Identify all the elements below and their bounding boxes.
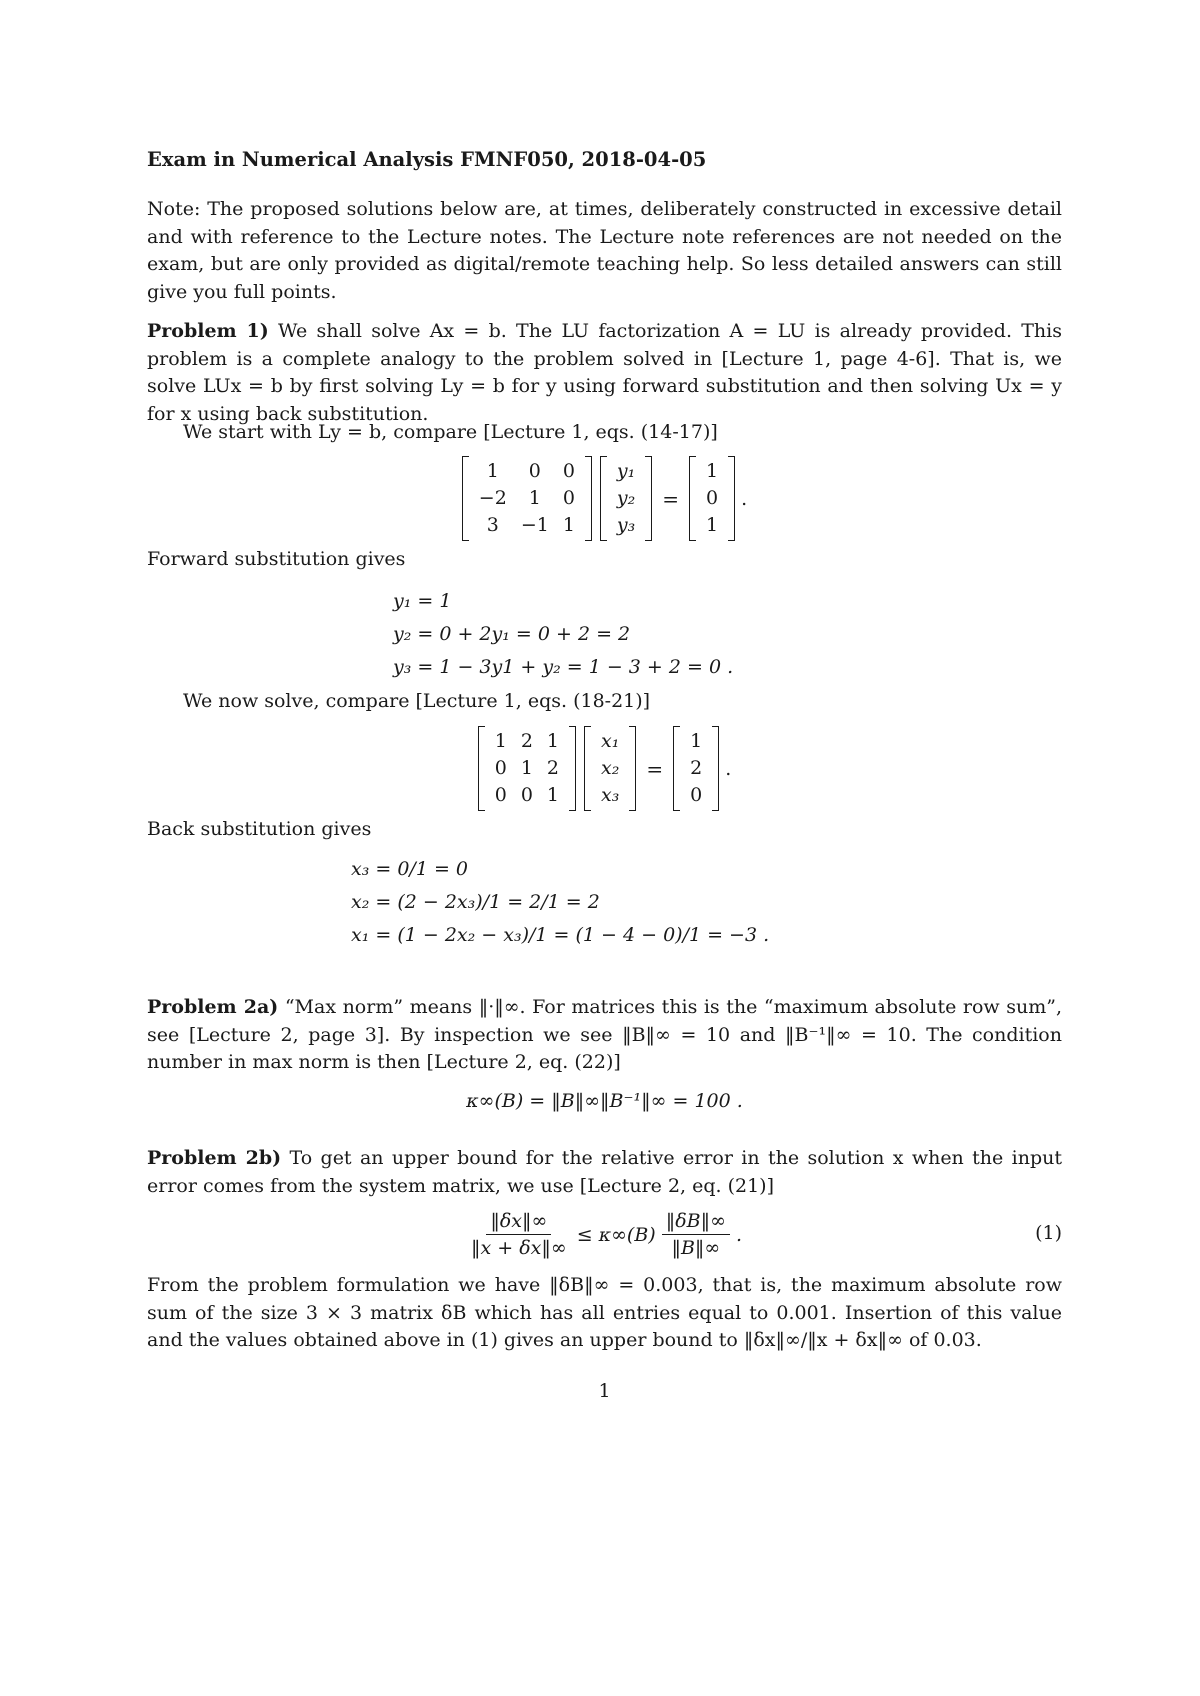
matrix-L: 1 0 0 −2 1 0 3 −1 1: [462, 456, 592, 541]
problem-1-now: We now solve, compare [Lecture 1, eqs. (18-21)]: [183, 690, 651, 712]
error-bound-equation: $\frac{‖\delta x‖\infty}{‖x + \delta x‖\infty}$ ≤ κ∞(B) $\frac{‖\delta B‖\infty}{‖B‖\infty}$ .: [147, 1210, 1062, 1259]
problem-2b: [147, 1145, 1062, 1200]
back-eq-2: x₂ = (2 − 2x₃)/1 = 2/1 = 2: [351, 891, 600, 913]
problem-2a: [147, 994, 1062, 1077]
problem-1-label: Problem 1): [147, 320, 269, 342]
problem-1-start: We start with Ly = b, compare [Lecture 1, eqs. (14-17)]: [183, 421, 718, 443]
back-substitution: [351, 853, 769, 952]
page-number: 1: [598, 1380, 611, 1402]
forward-eq-2: y₂ = 0 + 2y₁ = 0 + 2 = 2: [393, 623, 631, 645]
forward-substitution: [393, 585, 733, 684]
matrix-equation-L: 1 0 0 −2 1 0 3 −1 1 y₁ y₂ y₃ = 1 0 1 .: [147, 456, 1062, 541]
problem-2b-conclusion: From the problem formulation we have ‖δB‖∞ = 0.003, that is, the maximum absolute row sum of the size 3 × 3 matrix δB which has all entries equal to 0.001. Insertion of this value and the values obtained above in (1) gives an upper bound to ‖δx‖∞/‖x + δx‖∞ of 0.03.: [147, 1274, 1062, 1351]
forward-eq-1: y₁ = 1: [393, 590, 452, 612]
condition-number-equation: κ∞(B) = ‖B‖∞‖B⁻¹‖∞ = 100 .: [466, 1090, 743, 1112]
problem-1-text: We shall solve Ax = b. The LU factorization A = LU is already provided. This problem is a complete analogy to the problem solved in [Lecture 1, page 4-6]. That is, we solve LUx = b by first solving Ly = b for y using forward substitution and then solving Ux = y for x using back substitution.: [147, 320, 1062, 425]
problem-2b-text: To get an upper bound for the relative error in the solution x when the input error comes from the system matrix, we use [Lecture 2, eq. (21)]: [147, 1147, 1063, 1197]
problem-2a-text: “Max norm” means ‖·‖∞. For matrices this is the “maximum absolute row sum”, see [Lecture 2, page 3]. By inspection we see ‖B‖∞ = 10 and ‖B⁻¹‖∞ = 10. The condition number in max norm is then [Lecture 2, eq. (22)]: [147, 996, 1062, 1073]
equation-number: (1): [1035, 1222, 1062, 1244]
problem-2a-label: Problem 2a): [147, 996, 279, 1018]
vector-b: 1 0 1: [689, 456, 735, 541]
vector-y: y₁ y₂ y₃: [600, 456, 652, 541]
vector-rhs: 1 2 0: [673, 726, 719, 811]
matrix-U: 1 2 1 0 1 2 0 0 1: [478, 726, 576, 811]
matrix-equation-U: 1 2 1 0 1 2 0 0 1 x₁ x₂ x₃ = 1 2 0 .: [147, 726, 1062, 811]
back-eq-3: x₁ = (1 − 2x₂ − x₃)/1 = (1 − 4 − 0)/1 = −3 .: [351, 924, 770, 946]
note-paragraph: Note: The proposed solutions below are, at times, deliberately constructed in excessive detail and with reference to the Lecture notes. The Lecture note references are not needed on the exam, but are only provided as digital/remote teaching help. So less detailed answers can still give you full points.: [147, 198, 1062, 303]
problem-1-intro: [147, 318, 1062, 428]
exam-title: Exam in Numerical Analysis FMNF050, 2018-04-05: [147, 148, 707, 171]
back-eq-1: x₃ = 0/1 = 0: [351, 858, 468, 880]
problem-2b-label: Problem 2b): [147, 1147, 282, 1169]
lhs-fraction: $\frac{‖\delta x‖\infty}{‖x + \delta x‖\infty}$: [470, 1210, 567, 1259]
back-label: Back substitution gives: [147, 818, 372, 840]
rhs-fraction: $\frac{‖\delta B‖\infty}{‖B‖\infty}$: [662, 1210, 730, 1259]
forward-label: Forward substitution gives: [147, 548, 406, 570]
vector-x: x₁ x₂ x₃: [584, 726, 636, 811]
forward-eq-3: y₃ = 1 − 3y1 + y₂ = 1 − 3 + 2 = 0 .: [393, 656, 734, 678]
